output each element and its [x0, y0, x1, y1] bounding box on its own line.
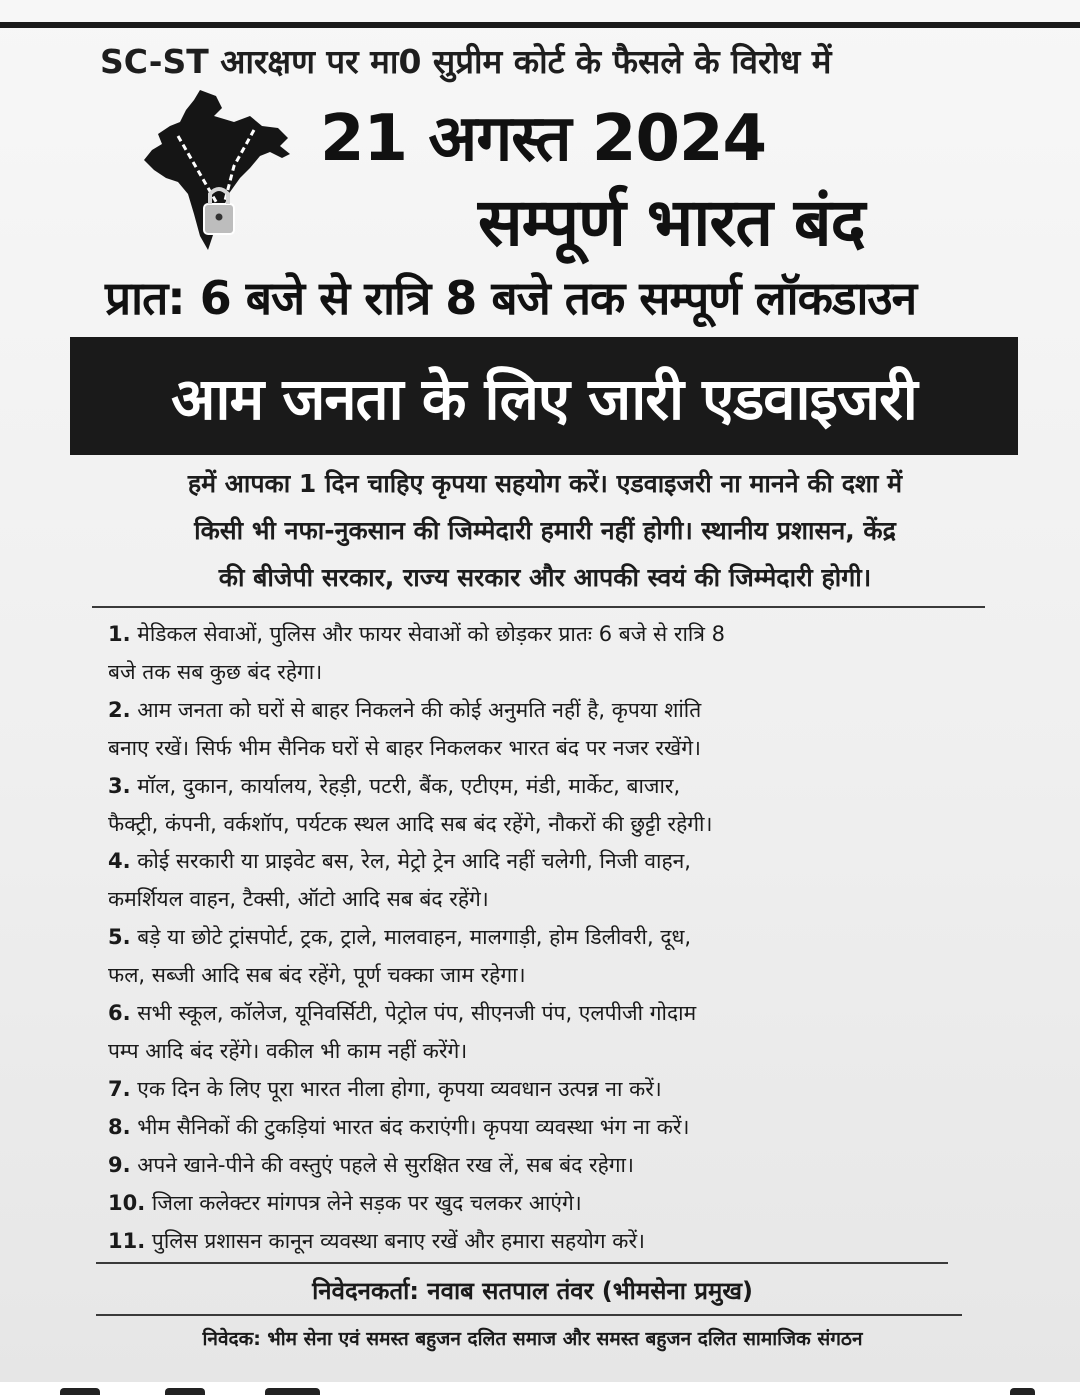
list-item — [108, 768, 988, 844]
point-number: 11. — [108, 1228, 146, 1253]
point-text: फल, सब्जी आदि सब बंद रहेंगे, पूर्ण चक्का जाम रहेगा। — [108, 963, 526, 988]
next-post-strip — [0, 1382, 1080, 1395]
point-number: 10. — [108, 1190, 146, 1215]
point-text: बड़े या छोटे ट्रांसपोर्ट, ट्रक, ट्राले, मालवाहन, मालगाड़ी, होम डिलीवरी, दूध, — [137, 925, 692, 950]
list-item — [108, 1109, 988, 1147]
list-item — [108, 995, 988, 1071]
point-text: जिला कलेक्टर मांगपत्र लेने सड़क पर खुद चलकर आएंगे। — [151, 1190, 582, 1215]
point-text: बनाए रखें। सिर्फ भीम सैनिक घरों से बाहर निकलकर भारत बंद पर नजर रखेंगे। — [108, 735, 701, 760]
point-number: 7. — [108, 1076, 131, 1101]
divider — [96, 1314, 962, 1316]
point-number: 9. — [108, 1152, 131, 1177]
point-text: पम्प आदि बंद रहेंगे। वकील भी काम नहीं करेंगे। — [108, 1038, 468, 1063]
advisory-title: आम जनता के लिए जारी एडवाइजरी — [171, 364, 917, 433]
point-number: 2. — [108, 697, 131, 722]
list-item — [108, 692, 988, 768]
point-text: अपने खाने-पीने की वस्तुएं पहले से सुरक्षित रख लें, सब बंद रहेगा। — [137, 1152, 634, 1177]
list-item — [108, 616, 988, 692]
petitioner-line: निवेदनकर्ता: नवाब सतपाल तंवर (भीमसेना प्रमुख) — [312, 1277, 753, 1305]
divider — [92, 606, 985, 608]
point-text: बजे तक सब कुछ बंद रहेगा। — [108, 659, 323, 684]
list-item — [108, 843, 988, 919]
point-text: सभी स्कूल, कॉलेज, यूनिवर्सिटी, पेट्रोल पंप, सीएनजी पंप, एलपीजी गोदाम — [137, 1001, 697, 1026]
point-text: आम जनता को घरों से बाहर निकलने की कोई अनुमति नहीं है, कृपया शांति — [137, 697, 702, 722]
point-text: फैक्ट्री, कंपनी, वर्कशॉप, पर्यटक स्थल आदि सब बंद रहेंगे, नौकरों की छुट्टी रहेगी। — [108, 811, 713, 836]
point-text: मेडिकल सेवाओं, पुलिस और फायर सेवाओं को छोड़कर प्रातः 6 बजे से रात्रि 8 — [137, 622, 725, 646]
lockdown-timing: प्रात: 6 बजे से रात्रि 8 बजे तक सम्पूर्ण लॉकडाउन — [105, 271, 917, 325]
event-title: सम्पूर्ण भारत बंद — [478, 184, 865, 261]
list-item — [108, 1071, 988, 1109]
list-item — [108, 919, 988, 995]
point-text: मॉल, दुकान, कार्यालय, रेहड़ी, पटरी, बैंक, एटीएम, मंडी, मार्केट, बाजार, — [137, 773, 681, 798]
point-number: 6. — [108, 1001, 131, 1026]
point-number: 3. — [108, 773, 131, 798]
point-text: एक दिन के लिए पूरा भारत नीला होगा, कृपया व्यवधान उत्पन्न ना करें। — [137, 1076, 662, 1101]
point-number: 1. — [108, 622, 131, 646]
list-item — [108, 1147, 988, 1185]
event-date: 21 अगस्त 2024 — [320, 102, 767, 176]
point-text: पुलिस प्रशासन कानून व्यवस्था बनाए रखें और हमारा सहयोग करें। — [151, 1228, 645, 1253]
list-item — [108, 1185, 988, 1223]
point-text: कोई सरकारी या प्राइवेट बस, रेल, मेट्रो ट्रेन आदि नहीं चलेगी, निजी वाहन, — [137, 849, 691, 874]
india-map-chained-lock-icon — [138, 86, 298, 256]
sub-heading: SC-ST आरक्षण पर मा0 सुप्रीम कोर्ट के फैसले के विरोध में — [100, 42, 832, 81]
list-item — [108, 1223, 988, 1261]
divider — [96, 1262, 948, 1264]
intro-line: की बीजेपी सरकार, राज्य सरकार और आपकी स्वयं की जिम्मेदारी होगी। — [218, 563, 872, 592]
point-number: 8. — [108, 1114, 131, 1139]
point-number: 4. — [108, 849, 131, 874]
footer-organisations: निवेदक: भीम सेना एवं समस्त बहुजन दलित समाज और समस्त बहुजन दलित सामाजिक संगठन — [202, 1328, 863, 1350]
point-text: भीम सैनिकों की टुकड़ियां भारत बंद कराएंगी। कृपया व्यवस्था भंग ना करें। — [137, 1114, 690, 1139]
point-text: कमर्शियल वाहन, टैक्सी, ऑटो आदि सब बंद रहेंगे। — [108, 887, 489, 912]
intro-line: किसी भी नफा-नुकसान की जिम्मेदारी हमारी नहीं होगी। स्थानीय प्रशासन, केंद्र — [194, 516, 896, 545]
intro-line: हमें आपका 1 दिन चाहिए कृपया सहयोग करें। एडवाइजरी ना मानने की दशा में — [187, 469, 903, 498]
advisory-banner — [70, 337, 1018, 455]
advisory-points-list — [108, 616, 988, 1260]
intro-paragraph — [100, 460, 990, 601]
top-border — [0, 22, 1080, 28]
point-number: 5. — [108, 925, 131, 950]
